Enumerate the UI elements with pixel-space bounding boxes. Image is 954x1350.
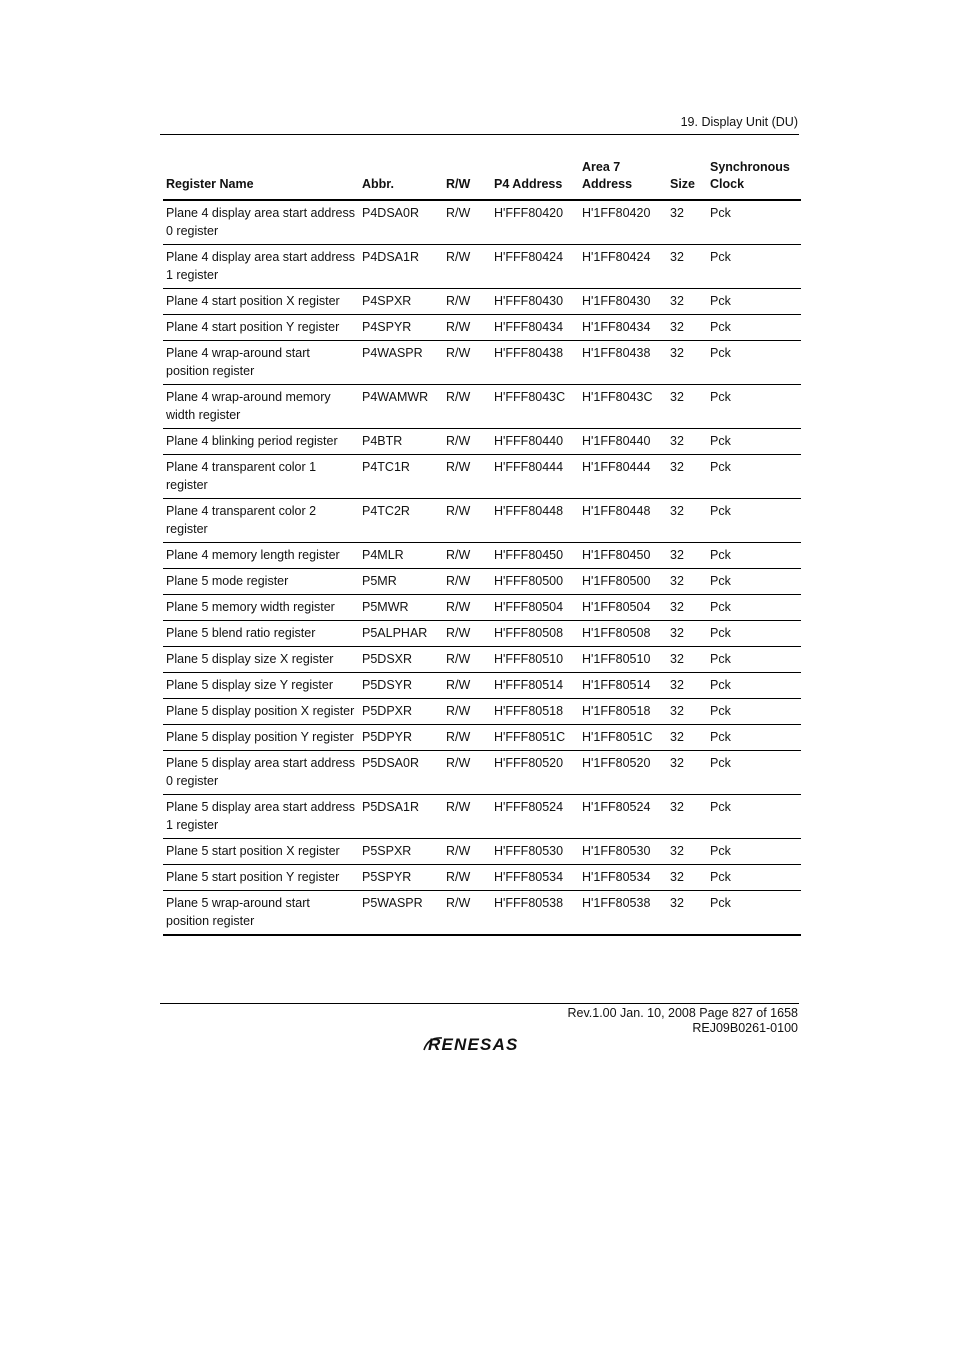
table-row: [163, 865, 801, 891]
size-cell: 32: [667, 315, 707, 341]
rw-cell: R/W: [443, 647, 491, 673]
abbr-cell: P5DSA0R: [359, 751, 443, 795]
area7-address-cell: H'1FF80450: [579, 543, 667, 569]
clock-cell: Pck: [707, 595, 801, 621]
p4-address-cell: H'FFF80500: [491, 569, 579, 595]
size-cell: 32: [667, 699, 707, 725]
size-cell: 32: [667, 865, 707, 891]
p4-address-cell: H'FFF80514: [491, 673, 579, 699]
p4-address-cell: H'FFF80530: [491, 839, 579, 865]
table-row: [163, 673, 801, 699]
abbr-cell: P5DPXR: [359, 699, 443, 725]
clock-cell: Pck: [707, 499, 801, 543]
table-row: [163, 891, 801, 936]
clock-cell: Pck: [707, 543, 801, 569]
size-cell: 32: [667, 385, 707, 429]
table-row: [163, 499, 801, 543]
area7-address-cell: H'1FF80504: [579, 595, 667, 621]
register-name-cell: Plane 4 blinking period register: [163, 429, 359, 455]
p4-address-cell: H'FFF80510: [491, 647, 579, 673]
column-header: Synchronous Clock: [707, 157, 801, 200]
p4-address-cell: H'FFF80444: [491, 455, 579, 499]
size-cell: 32: [667, 725, 707, 751]
revision-info: Rev.1.00 Jan. 10, 2008 Page 827 of 1658: [567, 1006, 798, 1020]
abbr-cell: P5SPYR: [359, 865, 443, 891]
renesas-logo: [422, 1033, 542, 1060]
register-name-cell: Plane 5 blend ratio register: [163, 621, 359, 647]
area7-address-cell: H'1FF80500: [579, 569, 667, 595]
abbr-cell: P5DSA1R: [359, 795, 443, 839]
table-row: [163, 725, 801, 751]
table-row: [163, 455, 801, 499]
rw-cell: R/W: [443, 891, 491, 936]
abbr-cell: P4SPYR: [359, 315, 443, 341]
abbr-cell: P4TC2R: [359, 499, 443, 543]
area7-address-cell: H'1FF80520: [579, 751, 667, 795]
register-table: [163, 157, 801, 936]
table-row: [163, 341, 801, 385]
area7-address-cell: H'1FF80514: [579, 673, 667, 699]
table-row: [163, 200, 801, 245]
table-row: [163, 315, 801, 341]
size-cell: 32: [667, 595, 707, 621]
rw-cell: R/W: [443, 315, 491, 341]
document-id: REJ09B0261-0100: [692, 1021, 798, 1035]
column-header: Area 7 Address: [579, 157, 667, 200]
size-cell: 32: [667, 839, 707, 865]
rw-cell: R/W: [443, 455, 491, 499]
table-row: [163, 289, 801, 315]
table-row: [163, 839, 801, 865]
clock-cell: Pck: [707, 751, 801, 795]
rw-cell: R/W: [443, 245, 491, 289]
table-row: [163, 595, 801, 621]
area7-address-cell: H'1FF80438: [579, 341, 667, 385]
table-row: [163, 699, 801, 725]
table-row: [163, 751, 801, 795]
size-cell: 32: [667, 647, 707, 673]
abbr-cell: P4MLR: [359, 543, 443, 569]
clock-cell: Pck: [707, 455, 801, 499]
p4-address-cell: H'FFF80430: [491, 289, 579, 315]
register-name-cell: Plane 5 start position Y register: [163, 865, 359, 891]
register-name-cell: Plane 4 start position X register: [163, 289, 359, 315]
table-row: [163, 569, 801, 595]
size-cell: 32: [667, 543, 707, 569]
abbr-cell: P5DSYR: [359, 673, 443, 699]
abbr-cell: P4DSA0R: [359, 200, 443, 245]
rw-cell: R/W: [443, 543, 491, 569]
area7-address-cell: H'1FF80524: [579, 795, 667, 839]
clock-cell: Pck: [707, 245, 801, 289]
clock-cell: Pck: [707, 200, 801, 245]
area7-address-cell: H'1FF80538: [579, 891, 667, 936]
p4-address-cell: H'FFF80448: [491, 499, 579, 543]
register-name-cell: Plane 5 mode register: [163, 569, 359, 595]
abbr-cell: P5ALPHAR: [359, 621, 443, 647]
header-rule: [160, 134, 799, 135]
abbr-cell: P5SPXR: [359, 839, 443, 865]
p4-address-cell: H'FFF80440: [491, 429, 579, 455]
p4-address-cell: H'FFF8051C: [491, 725, 579, 751]
p4-address-cell: H'FFF80524: [491, 795, 579, 839]
area7-address-cell: H'1FF8051C: [579, 725, 667, 751]
clock-cell: Pck: [707, 341, 801, 385]
rw-cell: R/W: [443, 795, 491, 839]
register-name-cell: Plane 4 start position Y register: [163, 315, 359, 341]
register-name-cell: Plane 5 display size X register: [163, 647, 359, 673]
table-row: [163, 543, 801, 569]
area7-address-cell: H'1FF8043C: [579, 385, 667, 429]
column-header: Register Name: [163, 157, 359, 200]
abbr-cell: P5WASPR: [359, 891, 443, 936]
rw-cell: R/W: [443, 725, 491, 751]
area7-address-cell: H'1FF80434: [579, 315, 667, 341]
page-footer: [567, 1006, 798, 1036]
register-name-cell: Plane 4 transparent color 1 register: [163, 455, 359, 499]
register-name-cell: Plane 5 display position Y register: [163, 725, 359, 751]
size-cell: 32: [667, 673, 707, 699]
size-cell: 32: [667, 795, 707, 839]
clock-cell: Pck: [707, 315, 801, 341]
register-name-cell: Plane 4 wrap-around memory width register: [163, 385, 359, 429]
register-name-cell: Plane 5 display position X register: [163, 699, 359, 725]
area7-address-cell: H'1FF80448: [579, 499, 667, 543]
clock-cell: Pck: [707, 673, 801, 699]
abbr-cell: P5DSXR: [359, 647, 443, 673]
abbr-cell: P4DSA1R: [359, 245, 443, 289]
clock-cell: Pck: [707, 699, 801, 725]
p4-address-cell: H'FFF8043C: [491, 385, 579, 429]
size-cell: 32: [667, 569, 707, 595]
table-header-row: [163, 157, 801, 200]
area7-address-cell: H'1FF80444: [579, 455, 667, 499]
area7-address-cell: H'1FF80508: [579, 621, 667, 647]
p4-address-cell: H'FFF80438: [491, 341, 579, 385]
rw-cell: R/W: [443, 751, 491, 795]
area7-address-cell: H'1FF80420: [579, 200, 667, 245]
p4-address-cell: H'FFF80518: [491, 699, 579, 725]
table-row: [163, 621, 801, 647]
size-cell: 32: [667, 429, 707, 455]
rw-cell: R/W: [443, 385, 491, 429]
clock-cell: Pck: [707, 621, 801, 647]
table-row: [163, 245, 801, 289]
size-cell: 32: [667, 621, 707, 647]
rw-cell: R/W: [443, 673, 491, 699]
register-name-cell: Plane 4 display area start address 1 register: [163, 245, 359, 289]
footer-rule: [160, 1003, 799, 1004]
p4-address-cell: H'FFF80504: [491, 595, 579, 621]
clock-cell: Pck: [707, 865, 801, 891]
clock-cell: Pck: [707, 429, 801, 455]
area7-address-cell: H'1FF80534: [579, 865, 667, 891]
size-cell: 32: [667, 341, 707, 385]
area7-address-cell: H'1FF80440: [579, 429, 667, 455]
p4-address-cell: H'FFF80420: [491, 200, 579, 245]
section-header: 19. Display Unit (DU): [680, 115, 798, 129]
size-cell: 32: [667, 245, 707, 289]
clock-cell: Pck: [707, 289, 801, 315]
size-cell: 32: [667, 891, 707, 936]
abbr-cell: P4WAMWR: [359, 385, 443, 429]
clock-cell: Pck: [707, 795, 801, 839]
p4-address-cell: H'FFF80508: [491, 621, 579, 647]
register-name-cell: Plane 4 memory length register: [163, 543, 359, 569]
clock-cell: Pck: [707, 647, 801, 673]
column-header: P4 Address: [491, 157, 579, 200]
size-cell: 32: [667, 200, 707, 245]
size-cell: 32: [667, 499, 707, 543]
register-name-cell: Plane 5 display area start address 0 register: [163, 751, 359, 795]
clock-cell: Pck: [707, 725, 801, 751]
rw-cell: R/W: [443, 595, 491, 621]
clock-cell: Pck: [707, 839, 801, 865]
area7-address-cell: H'1FF80424: [579, 245, 667, 289]
abbr-cell: P4SPXR: [359, 289, 443, 315]
size-cell: 32: [667, 455, 707, 499]
svg-text:RENESAS: RENESAS: [428, 1035, 519, 1054]
abbr-cell: P5MR: [359, 569, 443, 595]
p4-address-cell: H'FFF80538: [491, 891, 579, 936]
register-name-cell: Plane 4 wrap-around start position register: [163, 341, 359, 385]
area7-address-cell: H'1FF80530: [579, 839, 667, 865]
rw-cell: R/W: [443, 200, 491, 245]
p4-address-cell: H'FFF80520: [491, 751, 579, 795]
column-header: R/W: [443, 157, 491, 200]
p4-address-cell: H'FFF80534: [491, 865, 579, 891]
rw-cell: R/W: [443, 429, 491, 455]
rw-cell: R/W: [443, 289, 491, 315]
rw-cell: R/W: [443, 341, 491, 385]
size-cell: 32: [667, 751, 707, 795]
table-row: [163, 429, 801, 455]
abbr-cell: P5DPYR: [359, 725, 443, 751]
clock-cell: Pck: [707, 891, 801, 936]
p4-address-cell: H'FFF80434: [491, 315, 579, 341]
rw-cell: R/W: [443, 569, 491, 595]
rw-cell: R/W: [443, 621, 491, 647]
register-name-cell: Plane 5 start position X register: [163, 839, 359, 865]
area7-address-cell: H'1FF80518: [579, 699, 667, 725]
area7-address-cell: H'1FF80430: [579, 289, 667, 315]
p4-address-cell: H'FFF80424: [491, 245, 579, 289]
clock-cell: Pck: [707, 385, 801, 429]
abbr-cell: P4WASPR: [359, 341, 443, 385]
table-row: [163, 385, 801, 429]
register-name-cell: Plane 4 transparent color 2 register: [163, 499, 359, 543]
area7-address-cell: H'1FF80510: [579, 647, 667, 673]
register-name-cell: Plane 5 wrap-around start position register: [163, 891, 359, 936]
register-name-cell: Plane 5 display area start address 1 register: [163, 795, 359, 839]
size-cell: 32: [667, 289, 707, 315]
table-row: [163, 647, 801, 673]
column-header: Size: [667, 157, 707, 200]
abbr-cell: P5MWR: [359, 595, 443, 621]
register-name-cell: Plane 4 display area start address 0 register: [163, 200, 359, 245]
abbr-cell: P4TC1R: [359, 455, 443, 499]
rw-cell: R/W: [443, 699, 491, 725]
clock-cell: Pck: [707, 569, 801, 595]
column-header: Abbr.: [359, 157, 443, 200]
renesas-logo-mark: [422, 1033, 542, 1055]
abbr-cell: P4BTR: [359, 429, 443, 455]
p4-address-cell: H'FFF80450: [491, 543, 579, 569]
register-name-cell: Plane 5 display size Y register: [163, 673, 359, 699]
rw-cell: R/W: [443, 499, 491, 543]
register-name-cell: Plane 5 memory width register: [163, 595, 359, 621]
table-row: [163, 795, 801, 839]
rw-cell: R/W: [443, 839, 491, 865]
rw-cell: R/W: [443, 865, 491, 891]
